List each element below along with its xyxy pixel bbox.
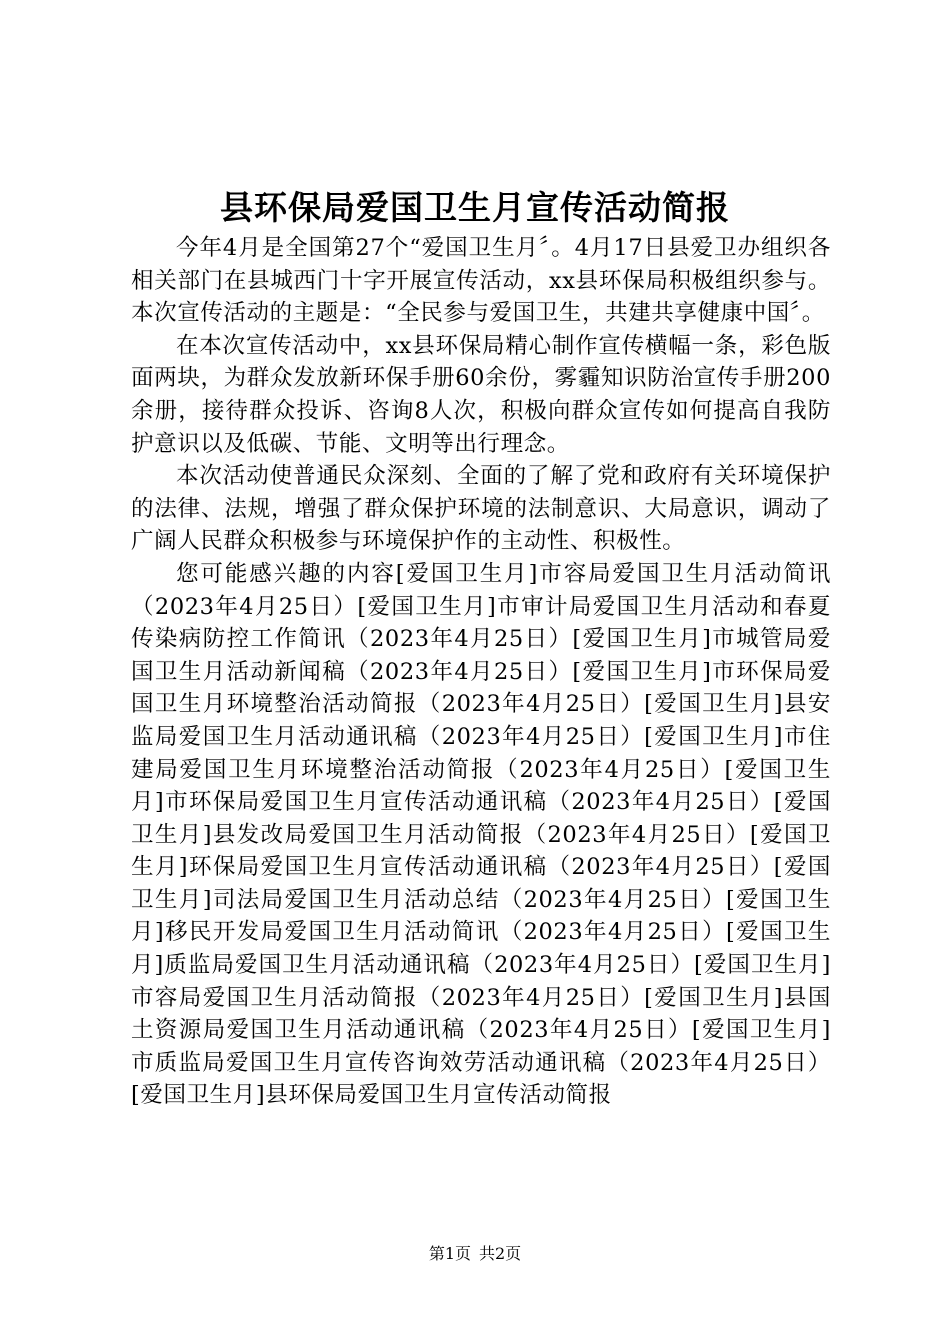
document-title: 县环保局爱国卫生月宣传活动简报	[220, 188, 730, 227]
paragraph-results: 本次活动使普通民众深刻、全面的了解了党和政府有关环境保护的法律、法规，增强了群众保护环境的法制意识、大局意识，调动了广阔人民群众积极参与环境保护作的主动性、积极性。	[131, 463, 831, 555]
document-body	[131, 232, 831, 1112]
paragraph-activities: 在本次宣传活动中，xx县环保局精心制作宣传横幅一条，彩色版面两块，为群众发放新环保手册60余份，雾霾知识防治宣传手册200余册，接待群众投诉、咨询8人次，积极向群众宣传如何提高自我防护意识以及低碳、节能、文明等出行理念。	[131, 332, 831, 457]
page-number: 第1页	[428, 1244, 471, 1263]
paragraph-intro: 今年4月是全国第27个“爱国卫生月〞。4月17日县爱卫办组织各相关部门在县城西门十字开展宣传活动，xx县环保局积极组织参与。本次宣传活动的主题是：“全民参与爱国卫生，共建共享健康中国〞。	[131, 235, 831, 327]
paragraph-related-content: 您可能感兴趣的内容[爱国卫生月]市容局爱国卫生月活动简讯（2023年4月25日）[爱国卫生月]市审计局爱国卫生月活动和春夏传染病防控工作简讯（2023年4月25日）[爱国卫生月]市城管局爱国卫生月活动新闻稿（2023年4月25日）[爱国卫生月]市环保局爱国卫生月环境整治活动简报（2023年4月25日）[爱国卫生月]县安监局爱国卫生月活动通讯稿（2023年4月25日）[爱国卫生月]市住建局爱国卫生月环境整治活动简报（2023年4月25日）[爱国卫生月]市环保局爱国卫生月宣传活动通讯稿（2023年4月25日）[爱国卫生月]县发改局爱国卫生月活动简报（2023年4月25日）[爱国卫生月]环保局爱国卫生月宣传活动通讯稿（2023年4月25日）[爱国卫生月]司法局爱国卫生月活动总结（2023年4月25日）[爱国卫生月]移民开发局爱国卫生月活动简讯（2023年4月25日）[爱国卫生月]质监局爱国卫生月活动通讯稿（2023年4月25日）[爱国卫生月]市容局爱国卫生月活动简报（2023年4月25日）[爱国卫生月]县国土资源局爱国卫生月活动通讯稿（2023年4月25日）[爱国卫生月]市质监局爱国卫生月宣传咨询效劳活动通讯稿（2023年4月25日）[爱国卫生月]县环保局爱国卫生月宣传活动简报	[131, 560, 831, 1109]
page-footer	[0, 1243, 950, 1265]
page-total: 共2页	[479, 1244, 522, 1263]
